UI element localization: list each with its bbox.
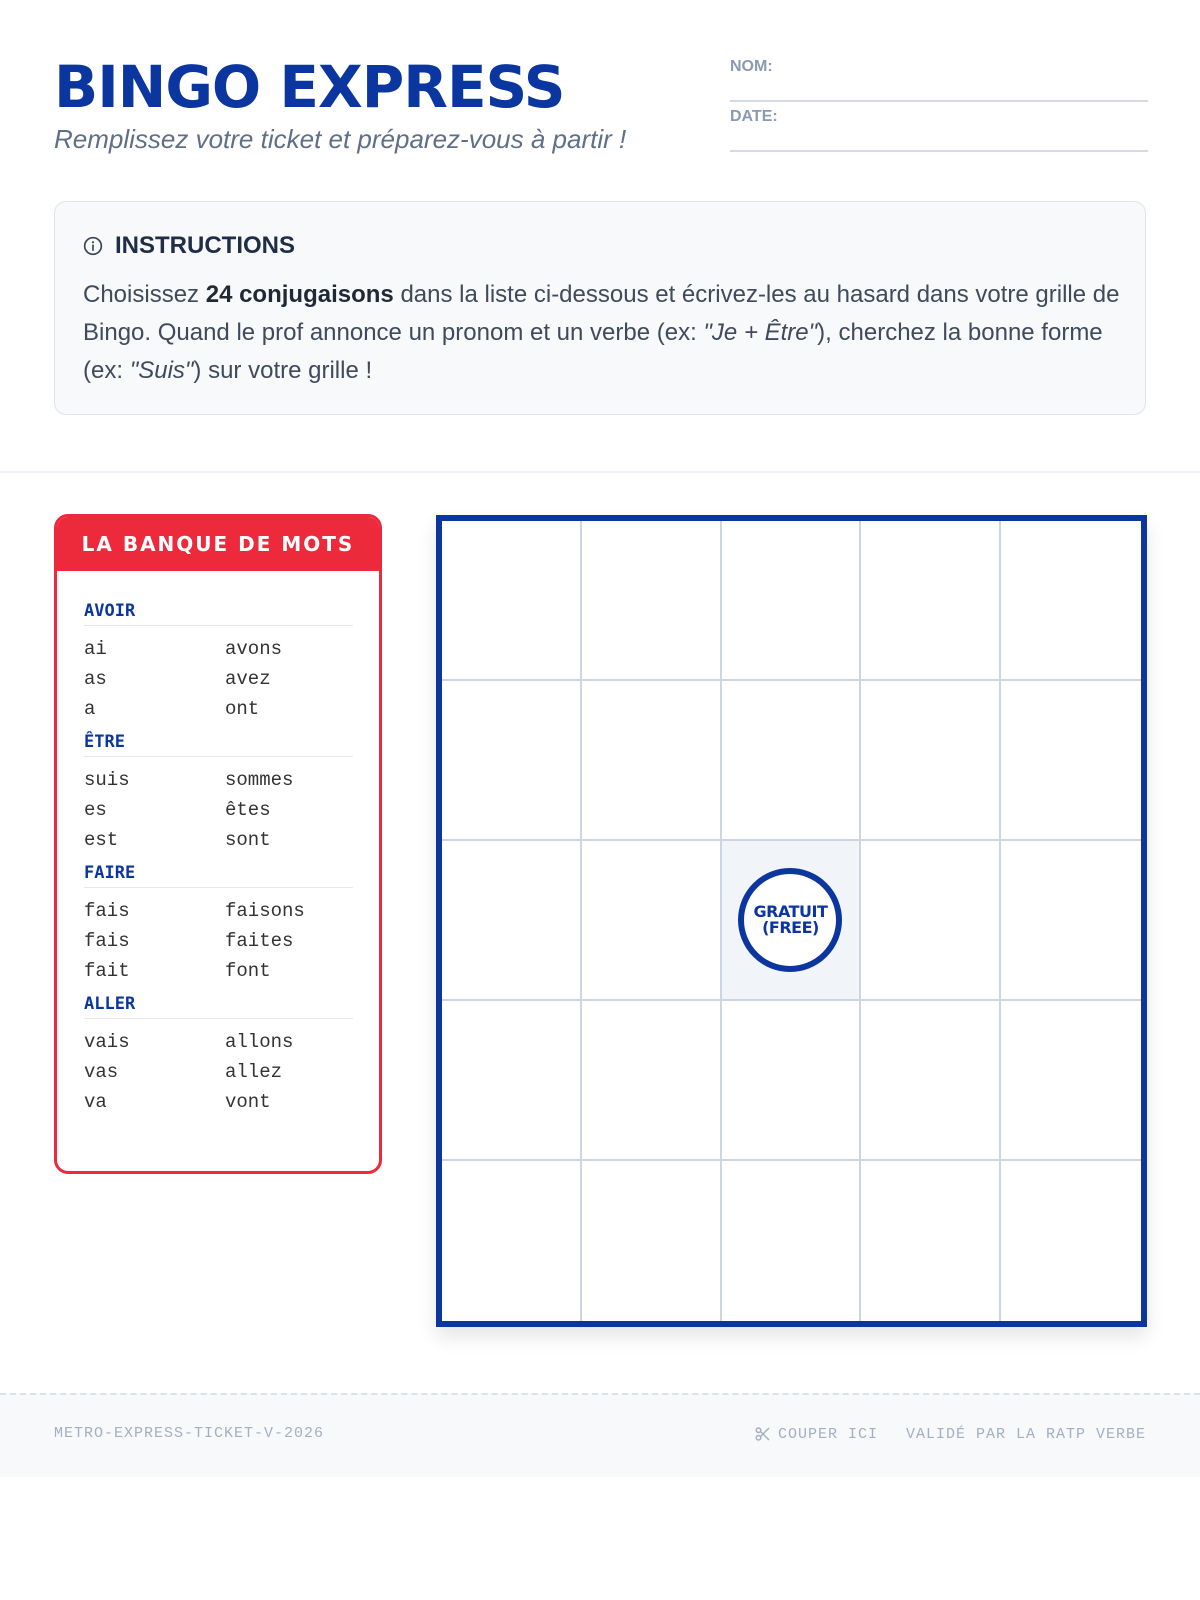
verb-form: suis bbox=[84, 769, 130, 791]
bingo-cell[interactable] bbox=[582, 681, 722, 841]
word-bank-title: LA BANQUE DE MOTS bbox=[57, 517, 379, 571]
verb-forms bbox=[84, 896, 353, 986]
bingo-cell[interactable] bbox=[442, 1161, 582, 1321]
verb-form: es bbox=[84, 799, 107, 821]
verb-form: faites bbox=[225, 930, 294, 952]
verb-form: vais bbox=[84, 1031, 130, 1053]
bingo-cell[interactable] bbox=[582, 841, 722, 1001]
bingo-cell[interactable] bbox=[1001, 1001, 1141, 1161]
cut-here bbox=[754, 1425, 878, 1443]
bingo-cell[interactable] bbox=[861, 841, 1001, 1001]
verb-form: avez bbox=[225, 668, 271, 690]
bingo-cell[interactable] bbox=[861, 1161, 1001, 1321]
verb-form: est bbox=[84, 829, 119, 851]
free-label-en: (FREE) bbox=[762, 918, 819, 937]
bingo-cell[interactable] bbox=[722, 681, 862, 841]
name-label: NOM: bbox=[730, 58, 773, 75]
word-bank bbox=[54, 514, 382, 1174]
header bbox=[54, 52, 1148, 162]
verb-form: faisons bbox=[225, 900, 305, 922]
verb-group bbox=[84, 601, 353, 724]
verb-form: allons bbox=[225, 1031, 294, 1053]
verb-name: ÊTRE bbox=[84, 732, 353, 757]
bingo-cells bbox=[442, 521, 1141, 1321]
verb-form: as bbox=[84, 668, 107, 690]
verb-name: AVOIR bbox=[84, 601, 353, 626]
bingo-cell[interactable] bbox=[442, 1001, 582, 1161]
cut-label: COUPER ICI bbox=[777, 1425, 878, 1443]
bingo-cell[interactable] bbox=[1001, 1161, 1141, 1321]
bingo-cell[interactable] bbox=[861, 681, 1001, 841]
page-subtitle: Remplissez votre ticket et préparez-vous à partir ! bbox=[54, 124, 627, 154]
verb-forms bbox=[84, 634, 353, 724]
bingo-cell[interactable] bbox=[582, 1001, 722, 1161]
verb-form: sont bbox=[225, 829, 271, 851]
bingo-grid bbox=[436, 515, 1147, 1327]
footer-right bbox=[754, 1425, 1146, 1443]
verb-name: FAIRE bbox=[84, 863, 353, 888]
free-space-badge bbox=[738, 868, 842, 972]
verb-group bbox=[84, 863, 353, 986]
verb-form: êtes bbox=[225, 799, 271, 821]
verb-form: fait bbox=[84, 960, 130, 982]
student-fields bbox=[730, 52, 1148, 152]
bingo-cell[interactable] bbox=[1001, 841, 1141, 1001]
verb-form: vas bbox=[84, 1061, 119, 1083]
instructions-box bbox=[54, 201, 1146, 415]
date-label: DATE: bbox=[730, 108, 778, 125]
info-circle-icon bbox=[83, 236, 103, 256]
verb-form: sommes bbox=[225, 769, 294, 791]
verb-form: ai bbox=[84, 638, 107, 660]
scissors-icon bbox=[754, 1425, 772, 1443]
verb-form: allez bbox=[225, 1061, 283, 1083]
bingo-cell[interactable] bbox=[442, 841, 582, 1001]
verb-name: ALLER bbox=[84, 994, 353, 1019]
verb-form: ont bbox=[225, 698, 260, 720]
free-space-cell[interactable] bbox=[722, 841, 862, 1001]
verb-form: a bbox=[84, 698, 96, 720]
name-field[interactable] bbox=[730, 52, 1148, 102]
verb-form: va bbox=[84, 1091, 107, 1113]
section-divider bbox=[0, 471, 1200, 473]
verb-form: fais bbox=[84, 930, 130, 952]
word-bank-list bbox=[57, 571, 379, 1117]
date-field[interactable] bbox=[730, 102, 1148, 152]
instructions-text: Choisissez 24 conjugaisons dans la liste ci-dessous et écrivez-les au hasard dans votre grille de Bingo. Quand le prof annonce un pronom et un verbe (ex: "Je + Être"), cherchez la bonne forme (ex: "Suis") sur votre grille ! bbox=[83, 281, 1120, 384]
ticket-footer bbox=[0, 1393, 1200, 1477]
free-label: GRATUIT bbox=[753, 902, 828, 921]
bingo-cell[interactable] bbox=[1001, 681, 1141, 841]
bingo-cell[interactable] bbox=[442, 521, 582, 681]
verb-form: avons bbox=[225, 638, 283, 660]
verb-group bbox=[84, 994, 353, 1117]
verb-group bbox=[84, 732, 353, 855]
verb-forms bbox=[84, 1027, 353, 1117]
verb-form: font bbox=[225, 960, 271, 982]
bingo-cell[interactable] bbox=[861, 521, 1001, 681]
instructions-header bbox=[83, 232, 295, 260]
validated-label: VALIDÉ PAR LA RATP VERBE bbox=[905, 1425, 1146, 1443]
bingo-cell[interactable] bbox=[722, 1001, 862, 1161]
verb-form: vont bbox=[225, 1091, 271, 1113]
instructions-title: INSTRUCTIONS bbox=[115, 232, 295, 259]
bingo-cell[interactable] bbox=[582, 1161, 722, 1321]
page-title: BINGO EXPRESS bbox=[54, 53, 565, 121]
ticket-id: METRO-EXPRESS-TICKET-V-2026 bbox=[54, 1425, 325, 1442]
verb-forms bbox=[84, 765, 353, 855]
bingo-cell[interactable] bbox=[861, 1001, 1001, 1161]
bingo-cell[interactable] bbox=[582, 521, 722, 681]
bingo-cell[interactable] bbox=[1001, 521, 1141, 681]
bingo-cell[interactable] bbox=[722, 521, 862, 681]
bingo-cell[interactable] bbox=[442, 681, 582, 841]
verb-form: fais bbox=[84, 900, 130, 922]
bingo-cell[interactable] bbox=[722, 1161, 862, 1321]
